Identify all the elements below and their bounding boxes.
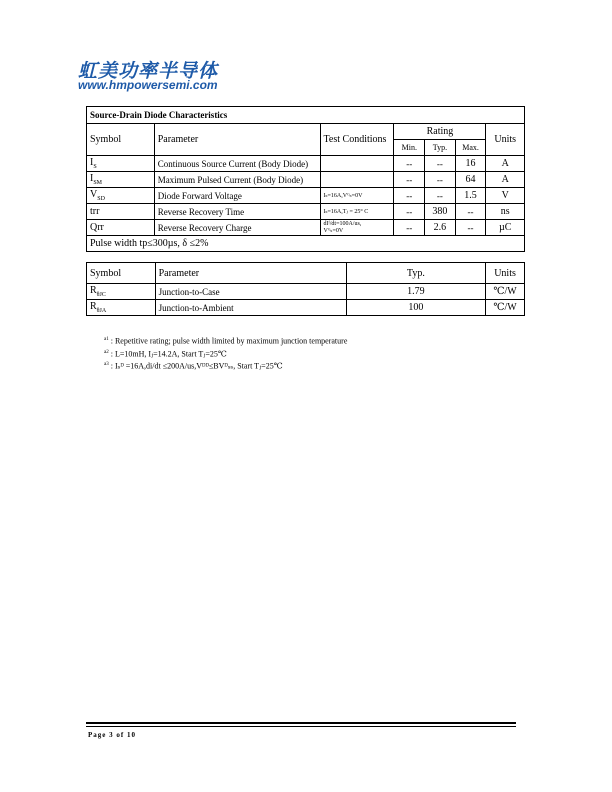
test-condition: Iₛ=16A,Vᴳₛ=0V <box>320 188 394 204</box>
typ-value: 1.79 <box>346 284 485 300</box>
parameter: Reverse Recovery Charge <box>154 220 320 236</box>
unit: V <box>486 188 525 204</box>
header-typ: Typ. <box>425 140 456 156</box>
min-value: -- <box>394 156 425 172</box>
header-symbol: Symbol <box>87 263 156 284</box>
max-value: 1.5 <box>455 188 486 204</box>
footnotes <box>104 334 347 372</box>
symbol: R <box>90 285 97 296</box>
footnote: $^{a3}$ : Iₛᴰ =16A,di/dt ≤200A/us,Vᴰᴰ≤BVᴰₛₛ, Start Tⱼ=25℃ <box>104 361 283 371</box>
min-value: -- <box>394 188 425 204</box>
header-min: Min. <box>394 140 425 156</box>
footnote: $^{a1}$ : Repetitive rating; pulse width limited by maximum junction temperature <box>104 336 348 346</box>
header-symbol: Symbol <box>87 124 155 156</box>
table-row <box>87 204 525 220</box>
footer-divider <box>86 726 516 727</box>
unit: A <box>486 156 525 172</box>
header-units: Units <box>486 124 525 156</box>
parameter: Diode Forward Voltage <box>154 188 320 204</box>
parameter: Junction-to-Ambient <box>155 300 346 316</box>
parameter: Reverse Recovery Time <box>154 204 320 220</box>
company-url: www.hmpowersemi.com <box>78 78 218 92</box>
table-row <box>87 188 525 204</box>
symbol-subscript: θJA <box>96 308 107 314</box>
test-condition <box>320 172 394 188</box>
parameter: Junction-to-Case <box>155 284 346 300</box>
table-caption: Source-Drain Diode Characteristics <box>87 107 525 124</box>
table-row <box>87 172 525 188</box>
typ-value: -- <box>425 172 456 188</box>
thermal-resistance-table <box>86 262 525 316</box>
typ-value: 380 <box>425 204 456 220</box>
symbol: I <box>90 157 94 168</box>
min-value: -- <box>394 204 425 220</box>
unit: ℃/W <box>486 284 525 300</box>
symbol: V <box>90 189 98 200</box>
unit: ℃/W <box>486 300 525 316</box>
unit: ns <box>486 204 525 220</box>
max-value: -- <box>455 204 486 220</box>
header-rating: Rating <box>394 124 486 140</box>
typ-value: 100 <box>346 300 485 316</box>
symbol-subscript: S <box>93 164 97 170</box>
header-typ: Typ. <box>346 263 485 284</box>
symbol-subscript: SM <box>93 180 103 186</box>
typ-value: -- <box>425 188 456 204</box>
header-parameter: Parameter <box>154 124 320 156</box>
company-logo-text: 虹美功率半导体 <box>78 60 219 82</box>
test-condition: Iₛ=16A,Tⱼ = 25° C <box>320 204 394 220</box>
test-condition <box>320 156 394 172</box>
table-row <box>87 300 525 316</box>
symbol: Qrr <box>90 222 104 233</box>
table-row <box>87 156 525 172</box>
page-number: Page 3 of 10 <box>88 731 136 739</box>
max-value: 64 <box>455 172 486 188</box>
symbol: I <box>90 173 94 184</box>
table-row <box>87 220 525 236</box>
header-max: Max. <box>455 140 486 156</box>
max-value: -- <box>455 220 486 236</box>
parameter: Maximum Pulsed Current (Body Diode) <box>154 172 320 188</box>
test-condition: dIᶠ/dt=100A/us, Vᴳₛ=0V <box>320 220 394 236</box>
symbol: R <box>90 301 97 312</box>
header-units: Units <box>486 263 525 284</box>
unit: A <box>486 172 525 188</box>
min-value: -- <box>394 172 425 188</box>
footnote: $^{a2}$ : L=10mH, Iⱼ=14.2A, Start Tⱼ=25℃ <box>104 349 227 359</box>
parameter: Continuous Source Current (Body Diode) <box>154 156 320 172</box>
unit: µC <box>486 220 525 236</box>
max-value: 16 <box>455 156 486 172</box>
pulse-width-note: Pulse width tp≤300µs, δ ≤2% <box>87 236 525 252</box>
footer-divider <box>86 722 516 724</box>
symbol-subscript: SD <box>97 196 105 202</box>
symbol-subscript: θJC <box>96 292 106 298</box>
header-test-conditions: Test Conditions <box>320 124 394 156</box>
source-drain-diode-table <box>86 106 525 252</box>
typ-value: 2.6 <box>425 220 456 236</box>
header-parameter: Parameter <box>155 263 346 284</box>
table-row <box>87 284 525 300</box>
min-value: -- <box>394 220 425 236</box>
typ-value: -- <box>425 156 456 172</box>
symbol: trr <box>90 206 100 217</box>
